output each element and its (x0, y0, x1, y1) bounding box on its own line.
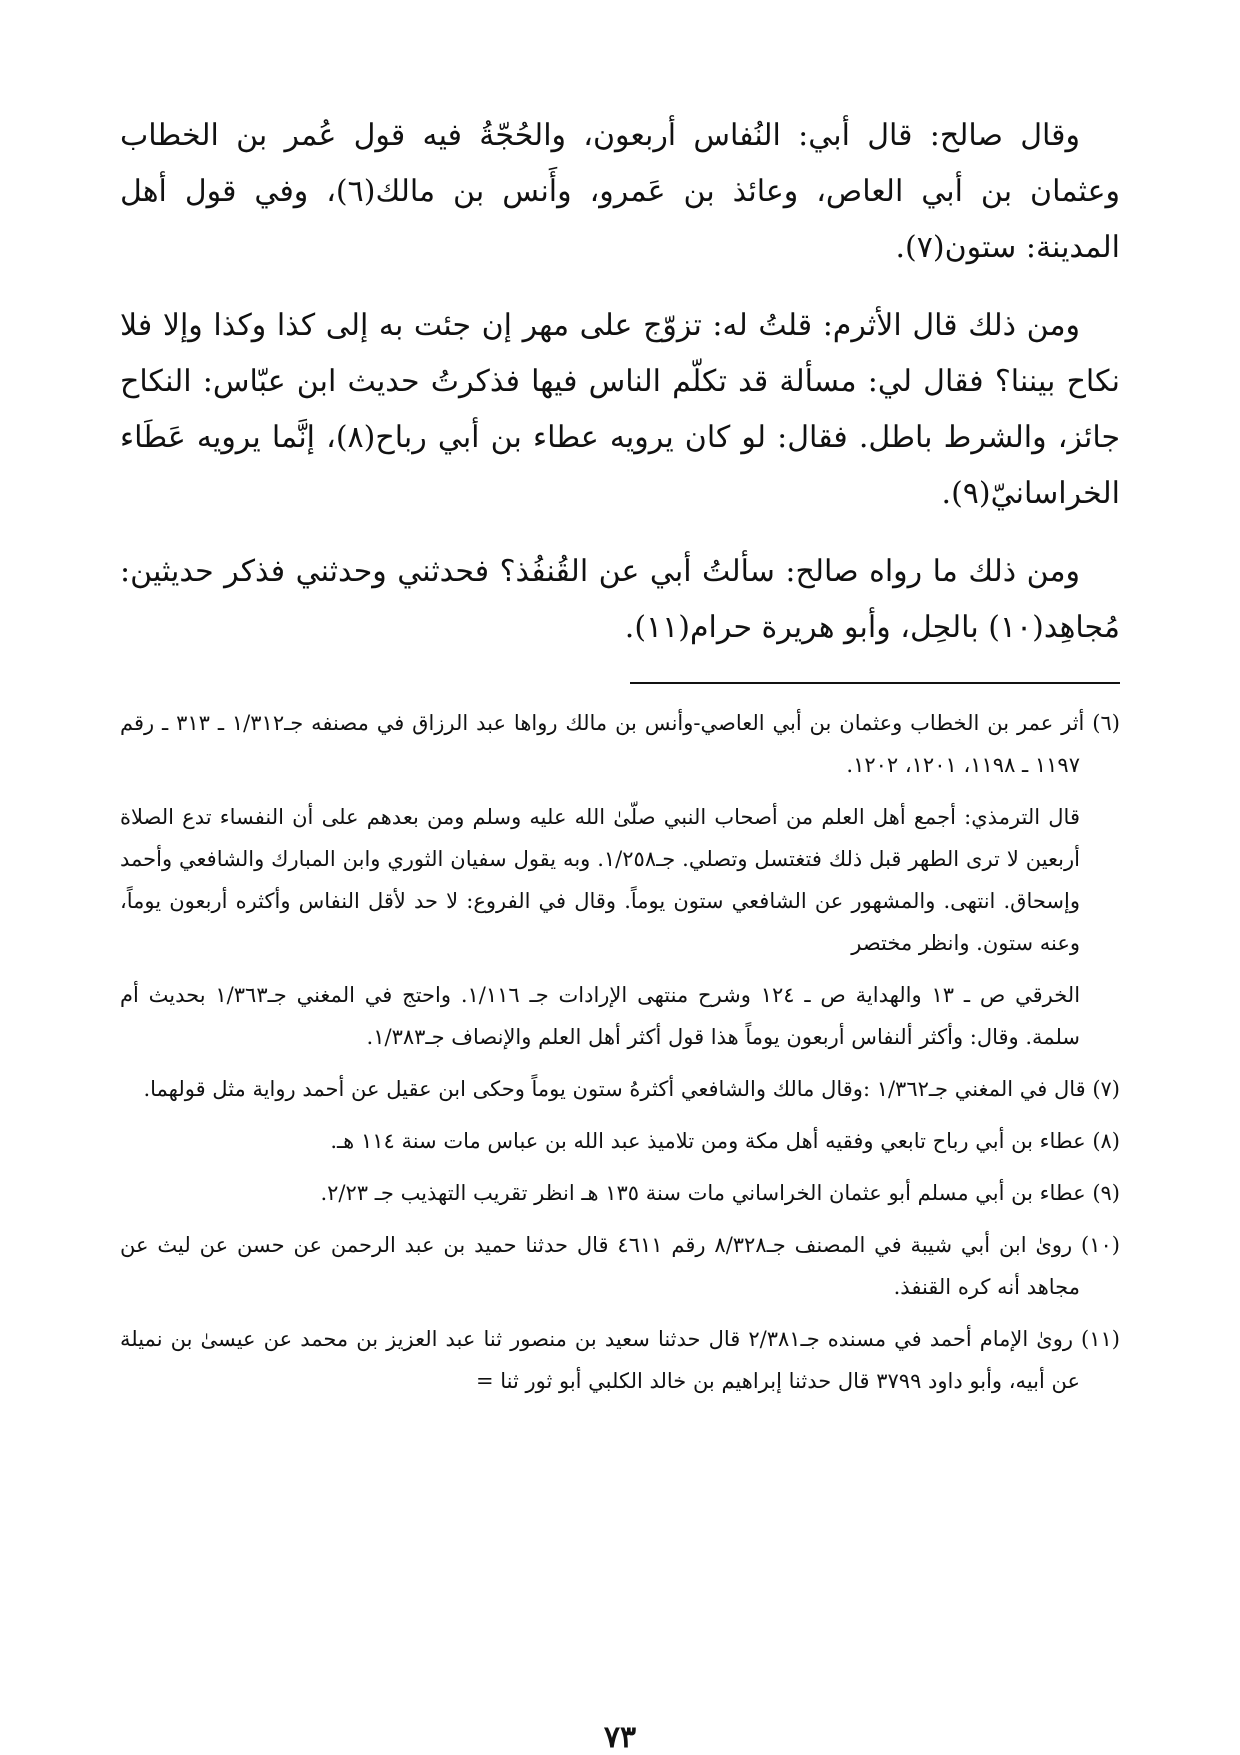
footnote-6-continuation-1: قال الترمذي: أجمع أهل العلم من أصحاب النبي صلّىٰ الله عليه وسلم ومن بعدهم على أن النفساء تدع الصلاة أربعين لا ترى الطهر قبل ذلك فتغتسل وتصلي. جـ١/٢٥٨. وبه يقول سفيان الثوري وابن المبارك والشافعي وأحمد وإسحاق. انتهى. والمشهور عن الشافعي ستون يوماً. وقال في الفروع: لا حد لأقل النفاس وأكثره أربعون يوماً، وعنه ستون. وانظر مختصر (120, 805, 1080, 955)
footnote-7: (٧) قال في المغني جـ١/٣٦٢ :وقال مالك والشافعي أكثرهُ ستون يوماً وحكى ابن عقيل عن أحمد رواية مثل قولهما. (143, 1077, 1120, 1101)
footnote-6: (٦) أثر عمر بن الخطاب وعثمان بن أبي العاصي-وأنس بن مالك رواها عبد الرزاق في مصنفه جـ١/٣١٢ ـ ٣١٣ ـ رقم ١١٩٧ ـ ١١٩٨، ١٢٠١، ١٢٠٢. (120, 711, 1120, 777)
footnote-11: (١١) روىٰ الإمام أحمد في مسنده جـ٢/٣٨١ قال حدثنا سعيد بن منصور ثنا عبد العزيز بن محمد عن عيسىٰ بن نميلة عن أبيه، وأبو داود ٣٧٩٩ قال حدثنا إبراهيم بن خالد الكلبي أبو ثور ثنا = (120, 1327, 1120, 1393)
footnote-10: (١٠) روىٰ ابن أبي شيبة في المصنف جـ٨/٣٢٨ رقم ٤٦١١ قال حدثنا حميد بن عبد الرحمن عن حسن عن ليث عن مجاهد أنه كره القنفذ. (120, 1233, 1120, 1299)
main-paragraph-2: ومن ذلك قال الأثرم: قلتُ له: تزوّج على مهر إن جئت به إلى كذا وكذا وإلا فلا نكاح بيننا؟ فقال لي: مسألة قد تكلّم الناس فيها فذكرتُ حديث ابن عبّاس: النكاح جائز، والشرط باطل. فقال: لو كان يرويه عطاء بن أبي رباح(٨)، إنَّما يرويه عَطَاء الخراسانيّ(٩). (120, 308, 1121, 511)
footnote-6-continuation-2: الخرقي ص ـ ١٣ والهداية ص ـ ١٢٤ وشرح منتهى الإرادات جـ ١/١١٦. واحتج في المغني جـ١/٣٦٣ بحديث أم سلمة. وقال: وأكثر ألنفاس أربعون يوماً هذا قول أكثر أهل العلم والإنصاف جـ١/٣٨٣. (120, 983, 1081, 1049)
footnote-9: (٩) عطاء بن أبي مسلم أبو عثمان الخراساني مات سنة ١٣٥ هـ انظر تقريب التهذيب جـ ٢/٢٣. (320, 1181, 1120, 1205)
footnotes (120, 702, 1120, 1402)
footnote-8: (٨) عطاء بن أبي رباح تابعي وفقيه أهل مكة ومن تلاميذ عبد الله بن عباس مات سنة ١١٤ هـ. (330, 1129, 1120, 1153)
main-paragraph-1: وقال صالح: قال أبي: النُفاس أربعون، والحُجّةُ فيه قول عُمر بن الخطاب وعثمان بن أبي العاص، وعائذ بن عَمرو، وأَنس بن مالك(٦)، وفي قول أهل المدينة: ستون(٧). (120, 118, 1121, 265)
page-number: ٧٣ (603, 1720, 637, 1755)
main-paragraph-3: ومن ذلك ما رواه صالح: سألتُ أبي عن القُنفُذ؟ فحدثني وحدثني فذكر حديثين: مُجاهِد(١٠) بالحِل، وأبو هريرة حرام(١١). (120, 554, 1120, 645)
main-text (120, 108, 1120, 656)
footnote-separator (630, 682, 1120, 684)
book-page (120, 108, 1121, 1755)
